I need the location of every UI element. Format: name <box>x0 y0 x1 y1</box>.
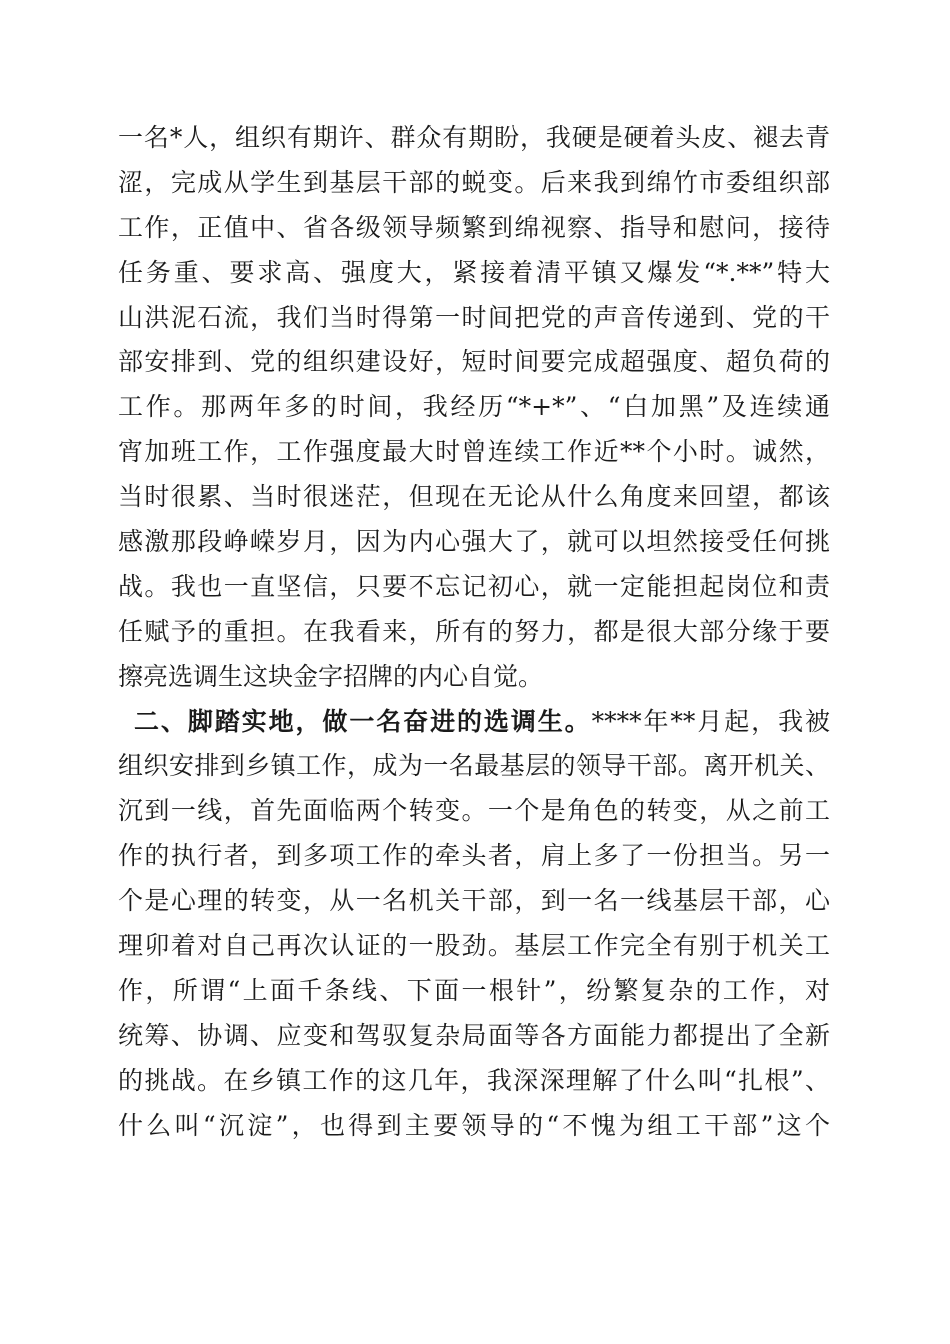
text-line: 什么叫“沉淀”，也得到主要领导的“不愧为组工干部”这个 <box>118 1110 830 1140</box>
text-line: 的挑战。在乡镇工作的这几年，我深深理解了什么叫“扎根”、 <box>118 1065 830 1095</box>
text-line: 统筹、协调、应变和驾驭复杂局面等各方面能力都提出了全新 <box>118 1020 830 1050</box>
heading-continuation: ****年**月起，我被 <box>591 706 830 736</box>
text-line: 工作，正值中、省各级领导频繁到绵视察、指导和慰问，接待 <box>118 212 830 242</box>
text-line: 任务重、要求高、强度大，紧接着清平镇又爆发“*.**”特大 <box>118 257 830 287</box>
text-line: 感激那段峥嵘岁月，因为内心强大了，就可以坦然接受任何挑 <box>118 527 830 557</box>
text-line: 沉到一线，首先面临两个转变。一个是角色的转变，从之前工 <box>118 796 830 826</box>
text-line: 组织安排到乡镇工作，成为一名最基层的领导干部。离开机关、 <box>118 751 830 781</box>
text-line: 一名*人，组织有期许、群众有期盼，我硬是硬着头皮、褪去青 <box>118 123 830 152</box>
text-line: 当时很累、当时很迷茫，但现在无论从什么角度来回望，都该 <box>118 482 830 512</box>
text-line: 战。我也一直坚信，只要不忘记初心，就一定能担起岗位和责 <box>118 571 830 601</box>
text-line: 擦亮选调生这块金字招牌的内心自觉。 <box>118 661 544 691</box>
text-line: 工作。那两年多的时间，我经历“*+*”、“白加黑”及连续通 <box>118 392 830 422</box>
section-heading-line <box>118 700 830 745</box>
text-line: 理卯着对自己再次认证的一股劲。基层工作完全有别于机关工 <box>118 931 830 961</box>
text-line: 山洪泥石流，我们当时得第一时间把党的声音传递到、党的干 <box>118 302 830 332</box>
body-text <box>118 116 830 1148</box>
text-line: 个是心理的转变，从一名机关干部，到一名一线基层干部，心 <box>118 886 830 916</box>
text-line: 涩，完成从学生到基层干部的蜕变。后来我到绵竹市委组织部 <box>118 167 830 197</box>
section-heading: 二、脚踏实地，做一名奋进的选调生。 <box>134 706 592 736</box>
text-line: 作的执行者，到多项工作的牵头者，肩上多了一份担当。另一 <box>118 841 830 871</box>
text-line: 作，所谓“上面千条线、下面一根针”，纷繁复杂的工作，对 <box>118 975 830 1005</box>
text-line: 部安排到、党的组织建设好，短时间要完成超强度、超负荷的 <box>118 347 830 377</box>
text-line: 任赋予的重担。在我看来，所有的努力，都是很大部分缘于要 <box>118 616 830 646</box>
text-line: 宵加班工作，工作强度最大时曾连续工作近**个小时。诚然， <box>118 437 830 467</box>
